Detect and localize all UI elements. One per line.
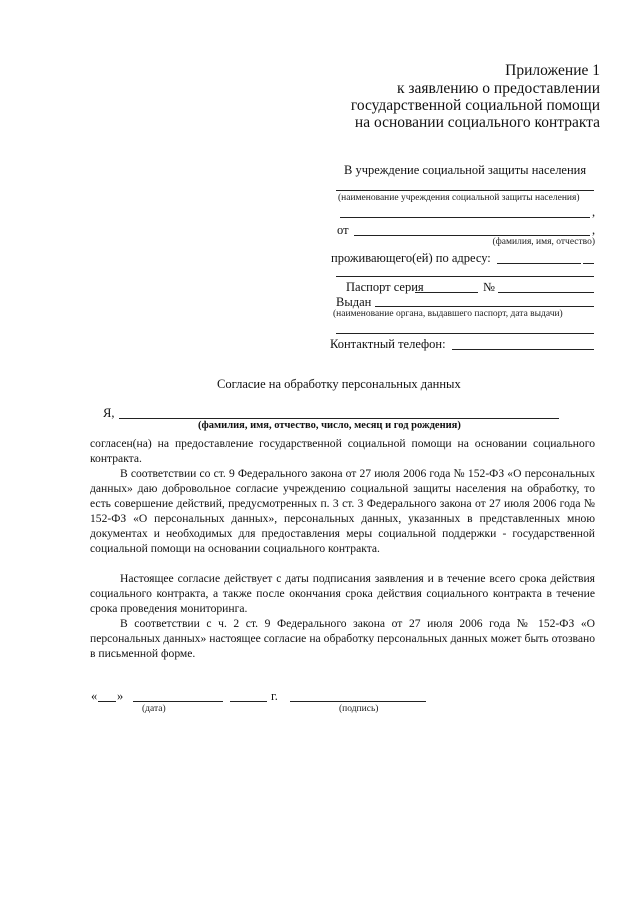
consent-title: Согласие на обработку персональных данных [217,377,461,391]
from-label: от [337,223,349,237]
issued-caption: (наименование органа, выдавшего паспорт, дата выдачи) [333,309,563,319]
passport-series-label: Паспорт серия [346,280,424,294]
applicant-name-field[interactable] [354,235,590,236]
consent-paragraph-4: В соответствии с ч. 2 ст. 9 Федерального закона от 27 июля 2006 года № 152-ФЗ «О персональных данных» настоящее согласие на обработку персональных данных может быть отозвано в письменной форме. [90,617,595,660]
year-field[interactable] [230,701,267,702]
addressee-heading: В учреждение социальной защиты населения [344,163,587,177]
fio-caption: (фамилия, имя, отчество) [492,237,595,247]
close-quote: » [117,689,124,703]
consenter-name-caption: (фамилия, имя, отчество, число, месяц и год рождения) [198,420,461,431]
phone-label: Контактный телефон: [330,337,446,351]
institution-field[interactable] [336,190,594,191]
consent-paragraph-3: Настоящее согласие действует с даты подписания заявления и в течение всего срока действия социального контракта, а также после окончания срока действия социального контракта в течение срока проведения мониторинга. [90,572,595,615]
consent-paragraph-1: согласен(на) на предоставление государственной социальной помощи на основании социального контракта. [90,437,595,465]
appendix-line: на основании социального контракта [354,114,600,131]
address-field-2[interactable] [336,276,594,277]
institution-caption: (наименование учреждения социальной защиты населения) [338,193,580,203]
comma: , [592,223,596,237]
signature-caption: (подпись) [339,704,379,714]
consenter-name-field[interactable] [119,418,559,419]
phone-field[interactable] [452,349,594,350]
appendix-line: к заявлению о предоставлении [396,80,600,97]
issued-field[interactable] [375,306,594,307]
issued-field-2[interactable] [336,333,594,334]
address-field-end[interactable] [583,263,594,264]
open-quote: « [91,689,98,703]
institution-field-2[interactable] [340,217,590,218]
address-label: проживающего(ей) по адресу: [331,251,491,265]
date-caption: (дата) [142,704,166,714]
passport-number-label: № [483,280,495,294]
issued-label: Выдан [336,295,372,309]
appendix-title: Приложение 1 [505,62,600,79]
appendix-line: государственной социальной помощи [350,97,600,114]
passport-number-field[interactable] [498,292,594,293]
consent-paragraph-2: В соответствии со ст. 9 Федерального закона от 27 июля 2006 года № 152-ФЗ «О персональных данных» даю добровольное согласие учреждению социальной защиты населения на обработку, то есть совершение действий, предусмотренных п. 3 ст. 3 Федерального закона от 27 июля 2006 года № 152-ФЗ «О персональных данных», персональных данных, указанных в представленных мною документах и необходимых для предоставления меры социальной поддержки - государственной социальной помощи на основании социального контракта. [90,467,595,555]
month-field[interactable] [133,701,223,702]
signature-field[interactable] [290,701,426,702]
i-label: Я, [103,406,115,420]
address-field[interactable] [497,263,581,264]
year-suffix: г. [271,689,278,703]
day-field[interactable] [98,701,116,702]
comma: , [592,205,596,219]
passport-series-field[interactable] [415,292,478,293]
